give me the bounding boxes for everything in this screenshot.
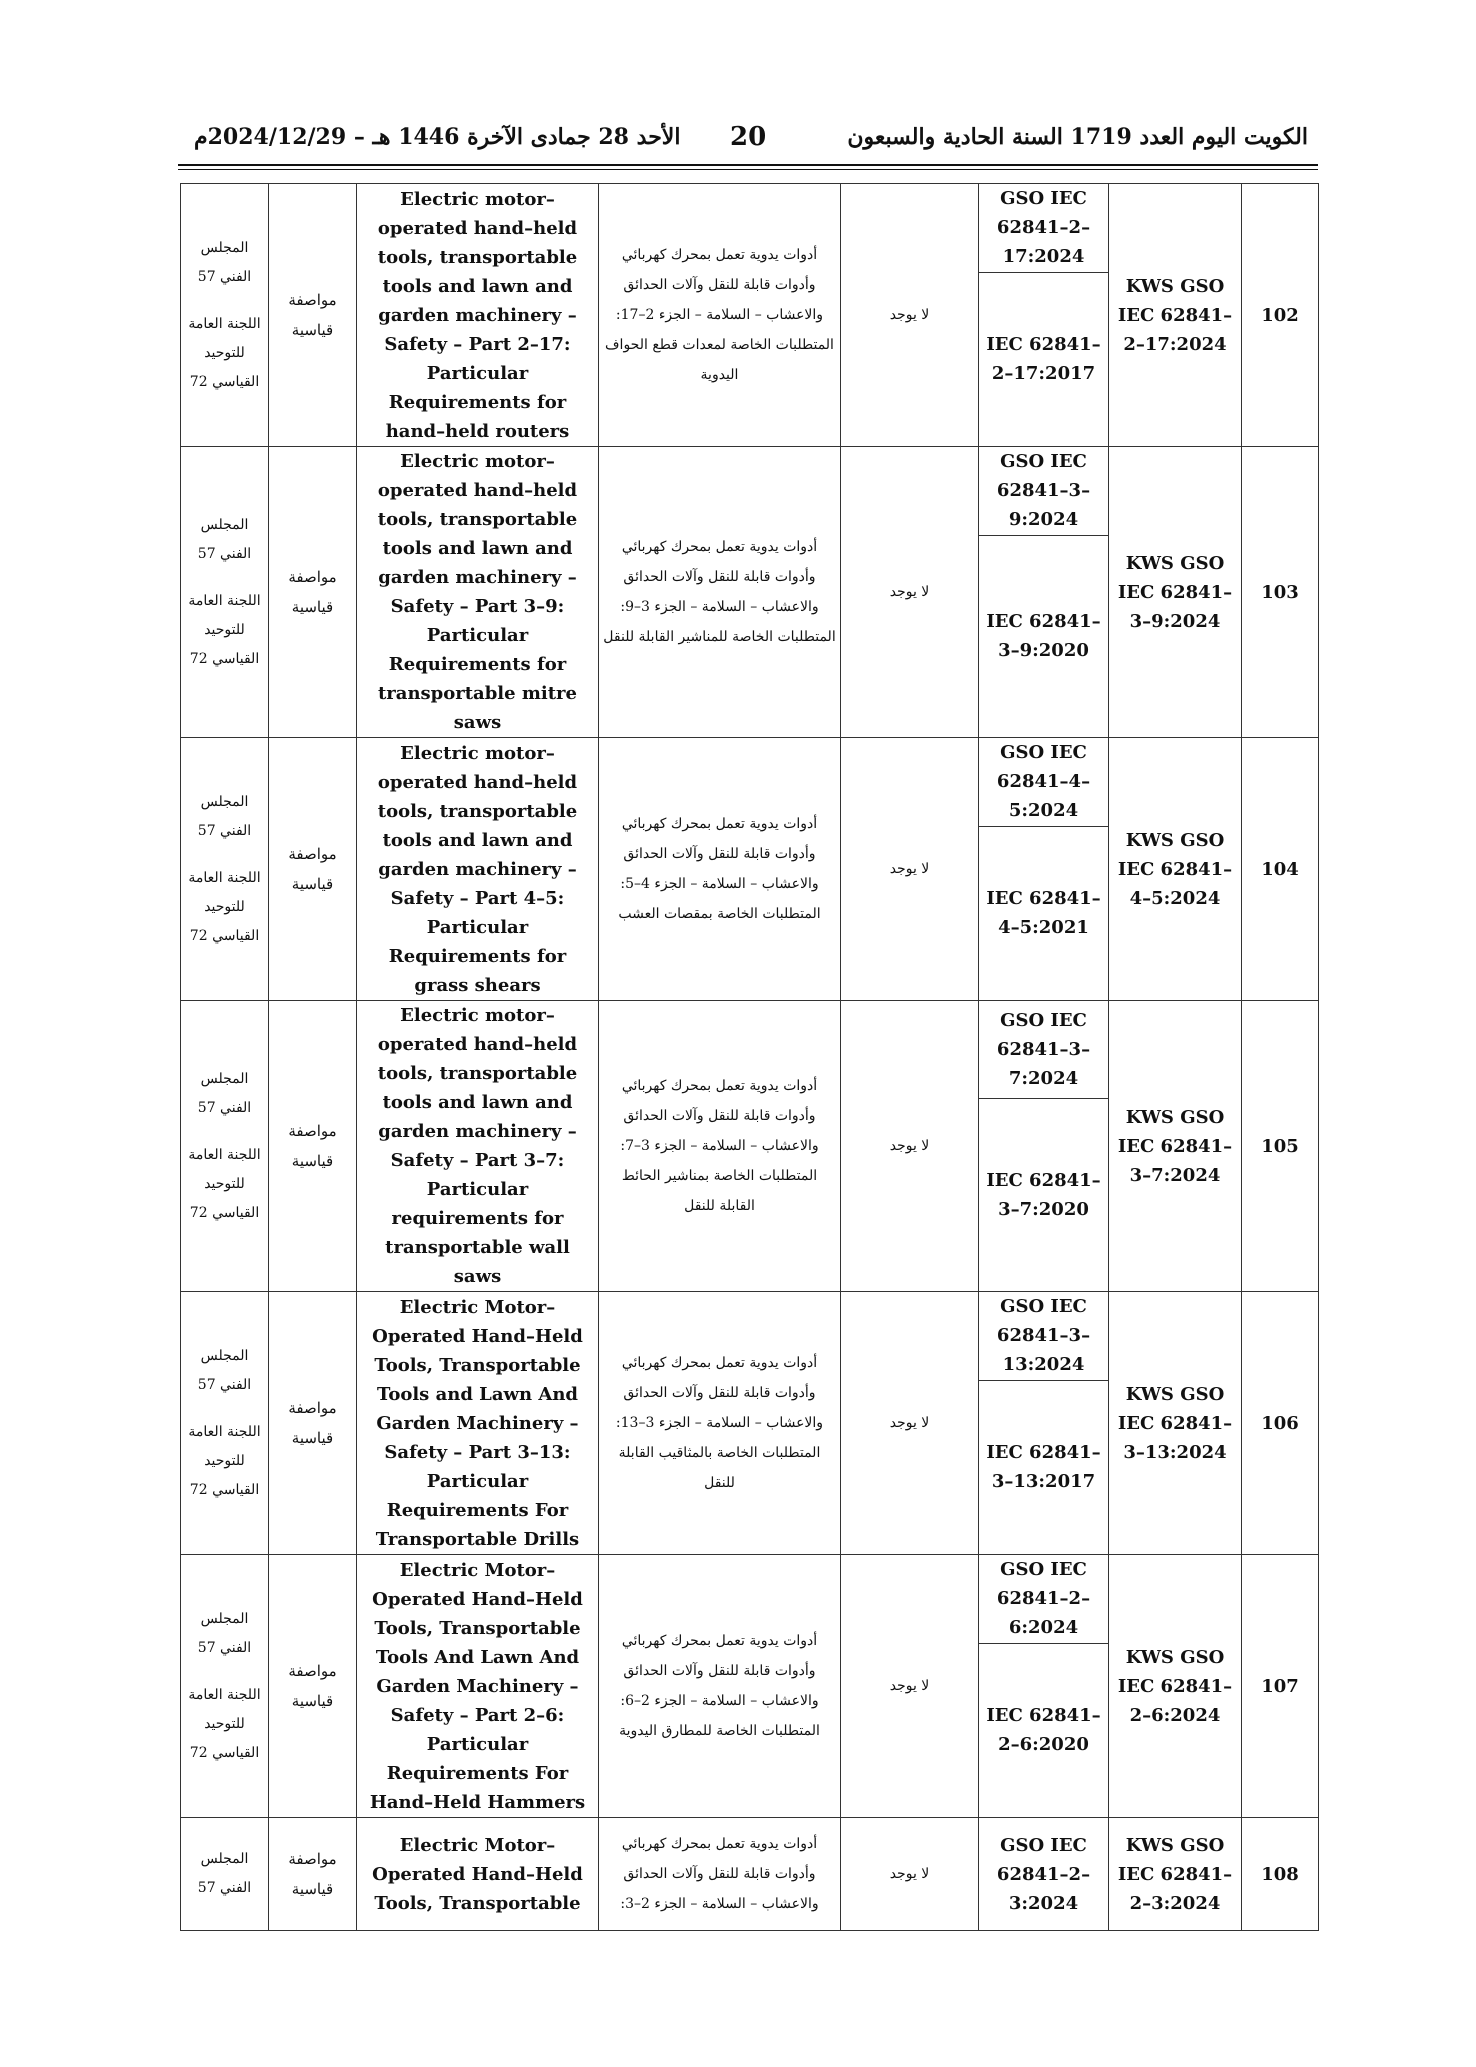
page-header bbox=[178, 118, 1318, 158]
table-row bbox=[181, 1555, 1319, 1644]
row-number: 106 bbox=[1242, 1292, 1319, 1555]
committee-technical: المجلس الفني 57 bbox=[197, 1347, 252, 1393]
table-row bbox=[181, 447, 1319, 536]
committee-general: اللجنة العامة للتوحيد القياسي 72 bbox=[188, 869, 261, 944]
type-cell: مواصفة قياسية bbox=[269, 1001, 357, 1292]
arabic-title: أدوات يدوية تعمل بمحرك كهربائي وأدوات قابلة للنقل وآلات الحدائق والاعشاب – السلامة – الجزء 4–5: المتطلبات الخاصة بمقصات العشب bbox=[599, 738, 841, 1001]
committee-technical: المجلس الفني 57 bbox=[197, 793, 252, 839]
committee-cell bbox=[181, 1001, 269, 1292]
kws-ref: KWS GSO IEC 62841–3–13:2024 bbox=[1109, 1292, 1242, 1555]
committee-technical: المجلس الفني 57 bbox=[197, 516, 252, 562]
equivalent-cell: لا يوجد bbox=[841, 184, 979, 447]
committee-general: اللجنة العامة للتوحيد القياسي 72 bbox=[188, 592, 261, 667]
equivalent-cell: لا يوجد bbox=[841, 1001, 979, 1292]
gso-ref: GSO IEC 62841–3–13:2024 bbox=[979, 1292, 1109, 1381]
equivalent-cell: لا يوجد bbox=[841, 447, 979, 738]
header-rule-thin bbox=[178, 169, 1318, 170]
english-title: Electric Motor–Operated Hand–Held Tools, Transportable bbox=[357, 1818, 599, 1931]
arabic-title: أدوات يدوية تعمل بمحرك كهربائي وأدوات قابلة للنقل وآلات الحدائق والاعشاب – السلامة – الجزء 3–13: المتطلبات الخاصة بالمثاقيب القابلة للنقل bbox=[599, 1292, 841, 1555]
kws-ref: KWS GSO IEC 62841–3–7:2024 bbox=[1109, 1001, 1242, 1292]
iec-ref: IEC 62841–2–17:2017 bbox=[979, 272, 1109, 446]
committee-cell bbox=[181, 1818, 269, 1931]
arabic-title: أدوات يدوية تعمل بمحرك كهربائي وأدوات قابلة للنقل وآلات الحدائق والاعشاب – السلامة – الجزء 2–3: bbox=[599, 1818, 841, 1931]
equivalent-cell: لا يوجد bbox=[841, 1818, 979, 1931]
committee-cell bbox=[181, 738, 269, 1001]
standards-table bbox=[180, 183, 1319, 1931]
committee-cell bbox=[181, 1555, 269, 1818]
table-row bbox=[181, 1001, 1319, 1099]
committee-cell bbox=[181, 1292, 269, 1555]
iec-ref: IEC 62841–3–9:2020 bbox=[979, 535, 1109, 737]
kws-ref: KWS GSO IEC 62841–2–17:2024 bbox=[1109, 184, 1242, 447]
committee-technical: المجلس الفني 57 bbox=[197, 239, 252, 285]
english-title: Electric motor–operated hand–held tools, transportable tools and lawn and garden machinery – Safety – Part 3–9: Particular Requirements for transportable mitre saws bbox=[357, 447, 599, 738]
header-rule bbox=[178, 164, 1318, 166]
gso-ref: GSO IEC 62841–2–17:2024 bbox=[979, 184, 1109, 273]
english-title: Electric motor–operated hand–held tools, transportable tools and lawn and garden machinery – Safety – Part 4–5: Particular Requirements for grass shears bbox=[357, 738, 599, 1001]
type-cell: مواصفة قياسية bbox=[269, 738, 357, 1001]
row-number: 102 bbox=[1242, 184, 1319, 447]
equivalent-cell: لا يوجد bbox=[841, 1555, 979, 1818]
gso-ref: GSO IEC 62841–2–6:2024 bbox=[979, 1555, 1109, 1644]
row-number: 108 bbox=[1242, 1818, 1319, 1931]
kws-ref: KWS GSO IEC 62841–3–9:2024 bbox=[1109, 447, 1242, 738]
header-date: الأحد 28 جمادى الآخرة 1446 هـ – 2024/12/29م bbox=[194, 124, 681, 150]
committee-general: اللجنة العامة للتوحيد القياسي 72 bbox=[188, 1686, 261, 1761]
table-row bbox=[181, 1818, 1319, 1931]
type-cell: مواصفة قياسية bbox=[269, 447, 357, 738]
equivalent-cell: لا يوجد bbox=[841, 738, 979, 1001]
page-number: 20 bbox=[730, 122, 767, 152]
english-title: Electric motor–operated hand–held tools, transportable tools and lawn and garden machinery – Safety – Part 2–17: Particular Requirements for hand–held routers bbox=[357, 184, 599, 447]
kws-ref: KWS GSO IEC 62841–4–5:2024 bbox=[1109, 738, 1242, 1001]
english-title: Electric Motor–Operated Hand–Held Tools, Transportable Tools And Lawn And Garden Machinery – Safety – Part 2–6: Particular Requirements For Hand–Held Hammers bbox=[357, 1555, 599, 1818]
type-cell: مواصفة قياسية bbox=[269, 184, 357, 447]
iec-ref: IEC 62841–3–13:2017 bbox=[979, 1380, 1109, 1554]
gso-ref: GSO IEC 62841–2–3:2024 bbox=[979, 1818, 1109, 1931]
table-row bbox=[181, 184, 1319, 273]
gso-ref: GSO IEC 62841–3–9:2024 bbox=[979, 447, 1109, 536]
arabic-title: أدوات يدوية تعمل بمحرك كهربائي وأدوات قابلة للنقل وآلات الحدائق والاعشاب – السلامة – الجزء 3–7: المتطلبات الخاصة بمناشير الحائط القابلة للنقل bbox=[599, 1001, 841, 1292]
committee-general: اللجنة العامة للتوحيد القياسي 72 bbox=[188, 1146, 261, 1221]
row-number: 103 bbox=[1242, 447, 1319, 738]
type-cell: مواصفة قياسية bbox=[269, 1818, 357, 1931]
gso-ref: GSO IEC 62841–3–7:2024 bbox=[979, 1001, 1109, 1099]
kws-ref: KWS GSO IEC 62841–2–3:2024 bbox=[1109, 1818, 1242, 1931]
arabic-title: أدوات يدوية تعمل بمحرك كهربائي وأدوات قابلة للنقل وآلات الحدائق والاعشاب – السلامة – الجزء 3–9: المتطلبات الخاصة للمناشير القابلة للنقل bbox=[599, 447, 841, 738]
committee-technical: المجلس الفني 57 bbox=[197, 1851, 252, 1896]
committee-cell bbox=[181, 447, 269, 738]
table-row bbox=[181, 1292, 1319, 1381]
gso-ref: GSO IEC 62841–4–5:2024 bbox=[979, 738, 1109, 827]
row-number: 105 bbox=[1242, 1001, 1319, 1292]
row-number: 107 bbox=[1242, 1555, 1319, 1818]
committee-technical: المجلس الفني 57 bbox=[197, 1610, 252, 1656]
arabic-title: أدوات يدوية تعمل بمحرك كهربائي وأدوات قابلة للنقل وآلات الحدائق والاعشاب – السلامة – الجزء 2–17: المتطلبات الخاصة لمعدات قطع الحواف اليدوية bbox=[599, 184, 841, 447]
arabic-title: أدوات يدوية تعمل بمحرك كهربائي وأدوات قابلة للنقل وآلات الحدائق والاعشاب – السلامة – الجزء 2–6: المتطلبات الخاصة للمطارق اليدوية bbox=[599, 1555, 841, 1818]
iec-ref: IEC 62841–2–6:2020 bbox=[979, 1643, 1109, 1817]
committee-general: اللجنة العامة للتوحيد القياسي 72 bbox=[188, 315, 261, 390]
committee-general: اللجنة العامة للتوحيد القياسي 72 bbox=[188, 1423, 261, 1498]
equivalent-cell: لا يوجد bbox=[841, 1292, 979, 1555]
header-publication: الكويت اليوم العدد 1719 السنة الحادية والسبعون bbox=[847, 124, 1308, 150]
english-title: Electric motor–operated hand–held tools, transportable tools and lawn and garden machinery – Safety – Part 3–7: Particular requirements for transportable wall saws bbox=[357, 1001, 599, 1292]
kws-ref: KWS GSO IEC 62841–2–6:2024 bbox=[1109, 1555, 1242, 1818]
committee-cell bbox=[181, 184, 269, 447]
english-title: Electric Motor–Operated Hand–Held Tools, Transportable Tools and Lawn And Garden Machinery – Safety – Part 3–13: Particular Requirements For Transportable Drills bbox=[357, 1292, 599, 1555]
committee-technical: المجلس الفني 57 bbox=[197, 1070, 252, 1116]
table-row bbox=[181, 738, 1319, 827]
iec-ref: IEC 62841–4–5:2021 bbox=[979, 826, 1109, 1000]
row-number: 104 bbox=[1242, 738, 1319, 1001]
type-cell: مواصفة قياسية bbox=[269, 1555, 357, 1818]
iec-ref: IEC 62841–3–7:2020 bbox=[979, 1099, 1109, 1292]
type-cell: مواصفة قياسية bbox=[269, 1292, 357, 1555]
